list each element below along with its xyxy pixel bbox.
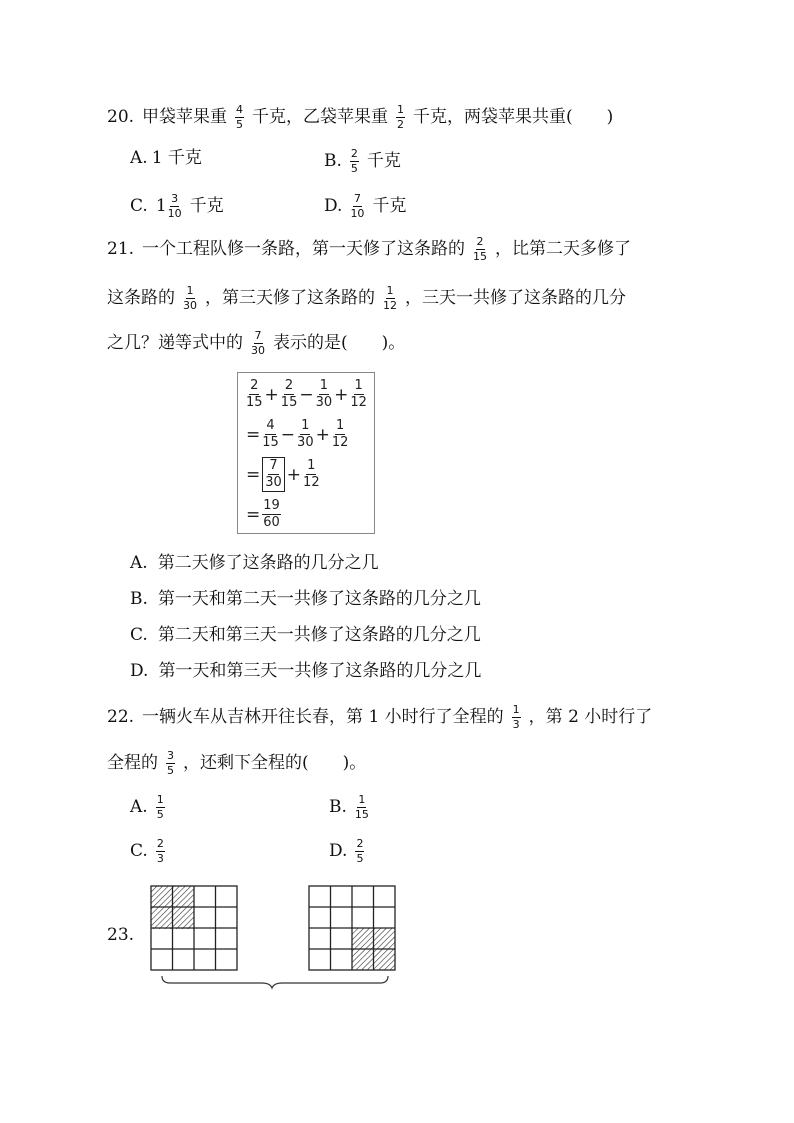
q20-option-c[interactable] <box>130 193 224 220</box>
option-label: B. <box>324 151 342 171</box>
q22-option-c[interactable] <box>130 838 173 865</box>
q21-equation-box <box>237 372 375 534</box>
q21-stem-line-3 <box>107 330 405 357</box>
q21-stem-line-1 <box>107 236 631 263</box>
q21-text: ，三天一共修了这条路的几分 <box>405 288 626 308</box>
q22-text: 全程的 <box>107 753 158 773</box>
q21-text: 表示的是( )。 <box>273 333 406 353</box>
q21-option-d[interactable] <box>130 663 481 680</box>
option-fraction: $\frac{1}{15}$ <box>354 793 369 821</box>
q22-fraction-1: $\frac{1}{3}$ <box>512 703 520 731</box>
option-label: C. <box>130 841 148 861</box>
q21-text: ，比第二天多修了 <box>495 239 632 259</box>
q21-text: 之几？递等式中的 <box>107 333 243 353</box>
option-label: A. <box>130 553 148 573</box>
option-unit: 千克 <box>189 196 224 216</box>
q20-option-b[interactable] <box>324 148 401 175</box>
q21-fraction-1: $\frac{2}{15}$ <box>473 235 488 263</box>
option-label: B. <box>130 589 148 609</box>
option-label: D. <box>130 661 149 681</box>
q21-text: ，第三天修了这条路的 <box>205 288 375 308</box>
q21-fraction-4: $\frac{7}{30}$ <box>251 329 265 357</box>
option-unit: 千克 <box>366 151 401 171</box>
q20-text-2: 千克，乙袋苹果重 <box>252 107 389 127</box>
q20-fraction-2: $\frac{1}{2}$ <box>397 103 405 131</box>
option-label: A. <box>130 797 148 817</box>
q22-option-d[interactable] <box>329 838 372 865</box>
q21-text: 一个工程队修一条路，第一天修了这条路的 <box>142 239 466 259</box>
option-text: 第一天和第二天一共修了这条路的几分之几 <box>157 589 481 609</box>
equation-row-4: = $\frac{19}{60}$ <box>246 498 280 530</box>
q22-text: ，还剩下全程的( )。 <box>183 753 367 773</box>
option-label: A. <box>130 148 148 168</box>
q22-number: 22. <box>107 707 135 727</box>
q21-fraction-2: $\frac{1}{30}$ <box>183 284 197 312</box>
boxed-fraction: $\frac{7}{30}$ <box>262 457 285 492</box>
equation-row-3: = $\frac{7}{30}$ + $\frac{1}{12}$ <box>246 458 320 490</box>
option-text: 第二天修了这条路的几分之几 <box>157 553 379 573</box>
option-mixed-number: 1 $\frac{3}{10}$ <box>155 192 182 220</box>
option-label: C. <box>130 625 148 645</box>
equation-row-1: $\frac{2}{15}$ + $\frac{2}{15}$ − $\frac{1}{30}$ + $\frac{1}{12}$ <box>246 378 367 410</box>
q20-option-d[interactable] <box>324 193 406 220</box>
option-label: C. <box>130 196 148 216</box>
q22-stem-line-1 <box>107 704 652 731</box>
option-text: 1 千克 <box>151 148 202 168</box>
option-text: 第一天和第三天一共修了这条路的几分之几 <box>158 661 482 681</box>
curly-brace <box>162 976 388 988</box>
option-fraction: $\frac{1}{5}$ <box>156 793 164 821</box>
option-fraction: $\frac{7}{10}$ <box>350 192 365 220</box>
option-fraction: $\frac{2}{5}$ <box>356 837 364 865</box>
q21-number: 21. <box>107 239 135 259</box>
q22-stem-line-2 <box>107 750 366 777</box>
option-fraction: $\frac{2}{5}$ <box>350 147 358 175</box>
q21-option-b[interactable] <box>130 591 481 608</box>
option-unit: 千克 <box>372 196 407 216</box>
q22-text: 一辆火车从吉林开往长春，第 1 小时行了全程的 <box>142 707 504 727</box>
q22-text: ，第 2 小时行了 <box>528 707 653 727</box>
q23-number: 23. <box>107 925 135 945</box>
q22-option-a[interactable] <box>130 794 173 821</box>
option-text: 第二天和第三天一共修了这条路的几分之几 <box>157 625 481 645</box>
option-label: D. <box>324 196 343 216</box>
q23-grid-figure <box>140 880 410 990</box>
q20-number: 20. <box>107 107 135 127</box>
option-label: D. <box>329 841 348 861</box>
q21-option-a[interactable] <box>130 555 379 572</box>
q21-text: 这条路的 <box>107 288 175 308</box>
q22-fraction-2: $\frac{3}{5}$ <box>167 749 174 777</box>
q20-text-1: 甲袋苹果重 <box>142 107 228 127</box>
q20-stem <box>107 104 613 131</box>
q22-option-b[interactable] <box>329 794 377 821</box>
q20-option-a[interactable] <box>130 150 202 167</box>
q20-text-3: 千克，两袋苹果共重( ) <box>413 107 614 127</box>
option-label: B. <box>329 797 347 817</box>
q21-stem-line-2 <box>107 285 626 312</box>
q21-option-c[interactable] <box>130 627 481 644</box>
q20-fraction-1: $\frac{4}{5}$ <box>236 103 244 131</box>
equation-row-2: = $\frac{4}{15}$ − $\frac{1}{30}$ + $\frac{1}{12}$ <box>246 418 349 450</box>
q21-fraction-3: $\frac{1}{12}$ <box>383 284 397 312</box>
option-fraction: $\frac{2}{3}$ <box>156 837 164 865</box>
